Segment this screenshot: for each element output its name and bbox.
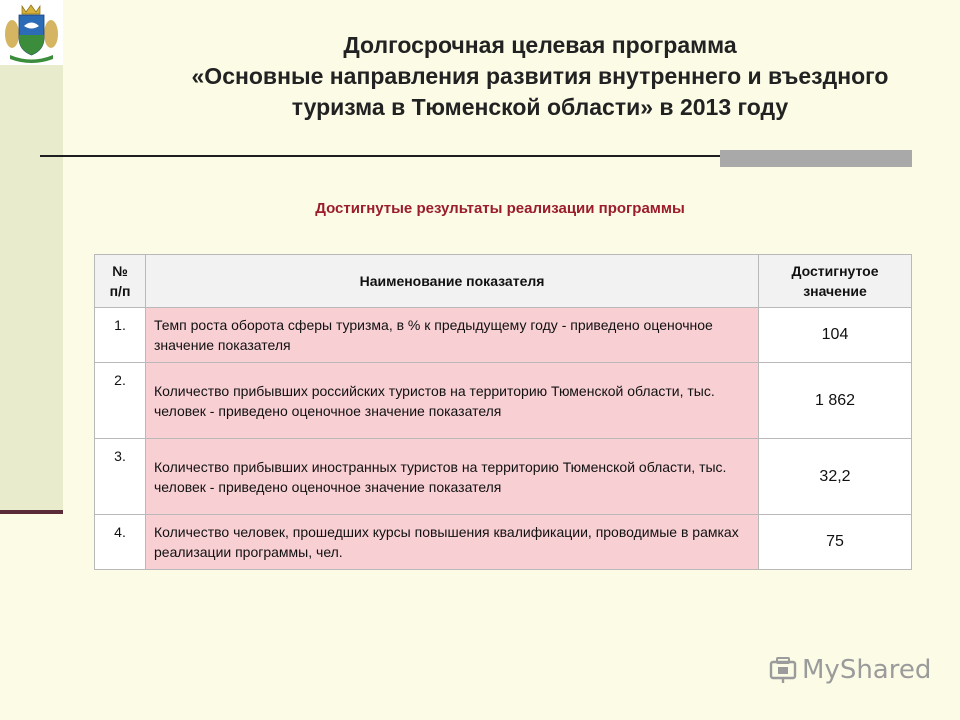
column-header-value-line1: Достигнутое <box>791 263 879 279</box>
results-table <box>94 254 912 570</box>
column-header-number-line1: № <box>112 263 128 279</box>
table-row <box>95 363 912 439</box>
row-indicator-name: Количество прибывших иностранных туристов на территорию Тюменской области, тыс. человек - приведено оценочное значение показателя <box>146 439 759 515</box>
row-number: 4. <box>95 515 146 570</box>
row-indicator-name: Количество человек, прошедших курсы повышения квалификации, проводимые в рамках реализации программы, чел. <box>146 515 759 570</box>
column-header-name: Наименование показателя <box>146 255 759 308</box>
watermark-text: MyShared <box>802 655 932 685</box>
left-sidebar-bar <box>0 0 63 510</box>
table-row <box>95 439 912 515</box>
row-indicator-name: Количество прибывших российских туристов на территорию Тюменской области, тыс. человек - приведено оценочное значение показателя <box>146 363 759 439</box>
section-subtitle: Достигнутые результаты реализации программы <box>315 200 685 217</box>
title-divider-accent <box>720 150 912 167</box>
title-line-3: туризма в Тюменской области» в 2013 году <box>291 94 789 120</box>
column-header-number <box>95 255 146 308</box>
table-row <box>95 308 912 363</box>
column-header-number-line2: п/п <box>109 283 131 299</box>
row-number: 1. <box>95 308 146 363</box>
row-value: 104 <box>759 308 912 363</box>
row-value: 75 <box>759 515 912 570</box>
row-value: 1 862 <box>759 363 912 439</box>
table-row <box>95 515 912 570</box>
row-indicator-name: Темп роста оборота сферы туризма, в % к предыдущему году - приведено оценочное значение показателя <box>146 308 759 363</box>
title-line-1: Долгосрочная целевая программа <box>343 32 737 58</box>
left-sidebar-underline <box>0 510 63 514</box>
row-value: 32,2 <box>759 439 912 515</box>
title-line-2: «Основные направления развития внутреннего и въездного <box>191 63 889 89</box>
page-title <box>150 30 930 123</box>
column-header-value-line2: значение <box>803 283 867 299</box>
column-header-value <box>759 255 912 308</box>
row-number: 2. <box>95 363 146 439</box>
watermark <box>768 655 931 685</box>
row-number: 3. <box>95 439 146 515</box>
myshared-logo-icon <box>768 655 798 685</box>
table-header-row <box>95 255 912 308</box>
coat-of-arms-icon <box>0 0 63 65</box>
